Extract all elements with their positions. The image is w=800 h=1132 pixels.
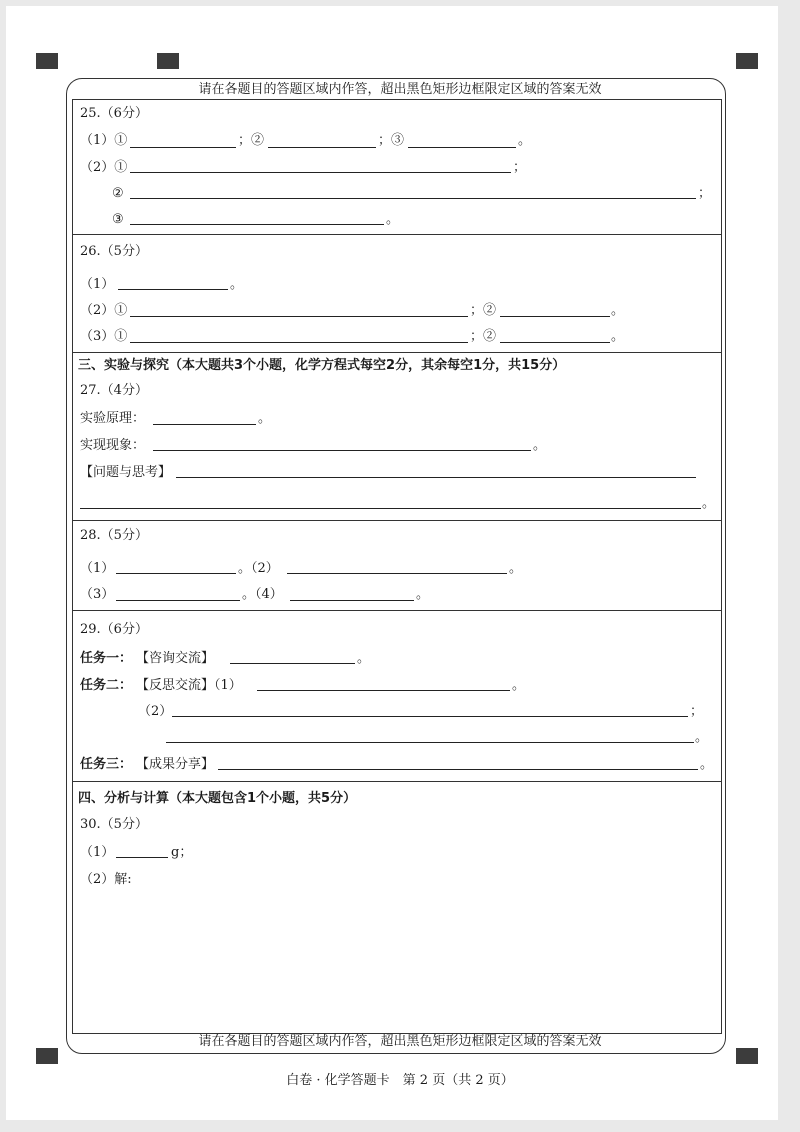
q29-task1-label: 任务一： (80, 651, 133, 666)
top-notice: 请在各题目的答题区域内作答，超出黑色矩形边框限定区域的答案无效 (198, 82, 602, 97)
q28-2-label: 。（2） (238, 561, 279, 576)
q28-1-label: （1） (80, 561, 115, 576)
section-divider (72, 352, 722, 353)
q25-1-blank-b[interactable] (268, 147, 376, 148)
q25-2-label-b: ② (112, 186, 124, 201)
q29-task3-blank[interactable] (218, 769, 698, 770)
page-footer: 白卷 · 化学答题卡 第 2 页（共 2 页） (286, 1073, 514, 1088)
q28-2-blank[interactable] (287, 573, 507, 574)
q28-4-label: 。（4） (242, 587, 283, 602)
q27-think-label: 【问题与思考】 (80, 465, 172, 480)
section-divider (72, 234, 722, 235)
q26-2-sep: ；② (470, 303, 497, 318)
q30-1-label: （1） (80, 845, 115, 860)
q29-task1-blank[interactable] (230, 663, 355, 664)
q26-2-label: （2）① (80, 303, 128, 318)
registration-mark (736, 53, 758, 69)
q30-solution-area[interactable] (78, 892, 718, 1030)
q29-share-label: 【成果分享】 (136, 757, 215, 772)
q26-1-end: 。 (230, 277, 244, 292)
q30-title: 30.（5分） (80, 817, 148, 832)
q29-task2-blank-2b[interactable] (166, 742, 694, 743)
q27-think-end: 。 (702, 496, 716, 511)
q29-task2-semi: ； (690, 704, 704, 719)
q25-2-semi: ； (513, 160, 527, 175)
q27-title: 27.（4分） (80, 383, 148, 398)
q27-think-blank-a[interactable] (176, 477, 696, 478)
q25-1-blank-a[interactable] (130, 147, 236, 148)
q29-task1-end: 。 (357, 651, 371, 666)
q30-2-label: （2）解: (80, 872, 132, 887)
q27-think-blank-b[interactable] (80, 508, 701, 509)
q25-2-blank-b[interactable] (130, 198, 696, 199)
q26-3-end: 。 (611, 329, 625, 344)
q27-principle-end: 。 (258, 411, 272, 426)
q28-4-end: 。 (416, 587, 430, 602)
bottom-notice: 请在各题目的答题区域内作答，超出黑色矩形边框限定区域的答案无效 (198, 1034, 602, 1049)
section-divider (72, 520, 722, 521)
q25-1-sep-b: ；② (238, 133, 265, 148)
q25-2-semi-b: ； (698, 186, 712, 201)
q28-2-end: 。 (509, 561, 523, 576)
q28-title: 28.（5分） (80, 528, 148, 543)
q25-1-label: （1）① (80, 133, 128, 148)
section-divider (72, 610, 722, 611)
q26-title: 26.（5分） (80, 244, 148, 259)
q29-task2-end: 。 (512, 678, 526, 693)
q25-title: 25.（6分） (80, 106, 148, 121)
q26-2-end: 。 (611, 303, 625, 318)
q26-3-label: （3）① (80, 329, 128, 344)
q28-4-blank[interactable] (290, 600, 414, 601)
q29-task2-label: 任务二： (80, 678, 133, 693)
q27-phenomenon-label: 实现现象： (80, 438, 146, 453)
q25-2-end: 。 (386, 212, 400, 227)
section4-heading: 四、分析与计算（本大题包含1个小题，共5分） (78, 791, 357, 806)
q26-1-label: （1） (80, 277, 115, 292)
q30-1-unit: g； (171, 845, 193, 860)
q25-2-label-c: ③ (112, 212, 124, 227)
q25-2-blank-a[interactable] (130, 172, 511, 173)
q25-1-end: 。 (518, 133, 532, 148)
q28-3-blank[interactable] (116, 600, 240, 601)
q29-task2-2-label: （2） (138, 704, 173, 719)
registration-mark (36, 53, 58, 69)
q26-3-blank-a[interactable] (130, 342, 468, 343)
q29-task3-label: 任务三： (80, 757, 133, 772)
q26-1-blank[interactable] (118, 289, 228, 290)
q27-phenomenon-blank[interactable] (153, 450, 531, 451)
q29-task3-end: 。 (700, 757, 714, 772)
q29-task2-blank-1[interactable] (257, 690, 510, 691)
q28-1-blank[interactable] (116, 573, 236, 574)
q26-2-blank-b[interactable] (500, 316, 610, 317)
q26-3-sep: ；② (470, 329, 497, 344)
registration-mark (157, 53, 179, 69)
q25-1-blank-c[interactable] (408, 147, 516, 148)
q25-2-label: （2）① (80, 160, 128, 175)
q26-2-blank-a[interactable] (130, 316, 468, 317)
section3-heading: 三、实验与探究（本大题共3个小题，化学方程式每空2分，其余每空1分，共15分） (78, 358, 566, 373)
q25-2-blank-c[interactable] (130, 224, 384, 225)
q27-phenomenon-end: 。 (533, 438, 547, 453)
q29-consult-label: 【咨询交流】 (136, 651, 215, 666)
q29-title: 29.（6分） (80, 622, 148, 637)
q30-1-blank[interactable] (116, 857, 168, 858)
q26-3-blank-b[interactable] (500, 342, 610, 343)
q29-task2-blank-2a[interactable] (172, 716, 688, 717)
registration-mark (36, 1048, 58, 1064)
section-divider (72, 781, 722, 782)
q28-3-label: （3） (80, 587, 115, 602)
q27-principle-label: 实验原理： (80, 411, 146, 426)
q29-task2-end-b: 。 (695, 730, 709, 745)
q27-principle-blank[interactable] (153, 424, 256, 425)
registration-mark (736, 1048, 758, 1064)
q29-reflect-label: 【反思交流】（1） (136, 678, 242, 693)
q25-1-sep-c: ；③ (378, 133, 405, 148)
